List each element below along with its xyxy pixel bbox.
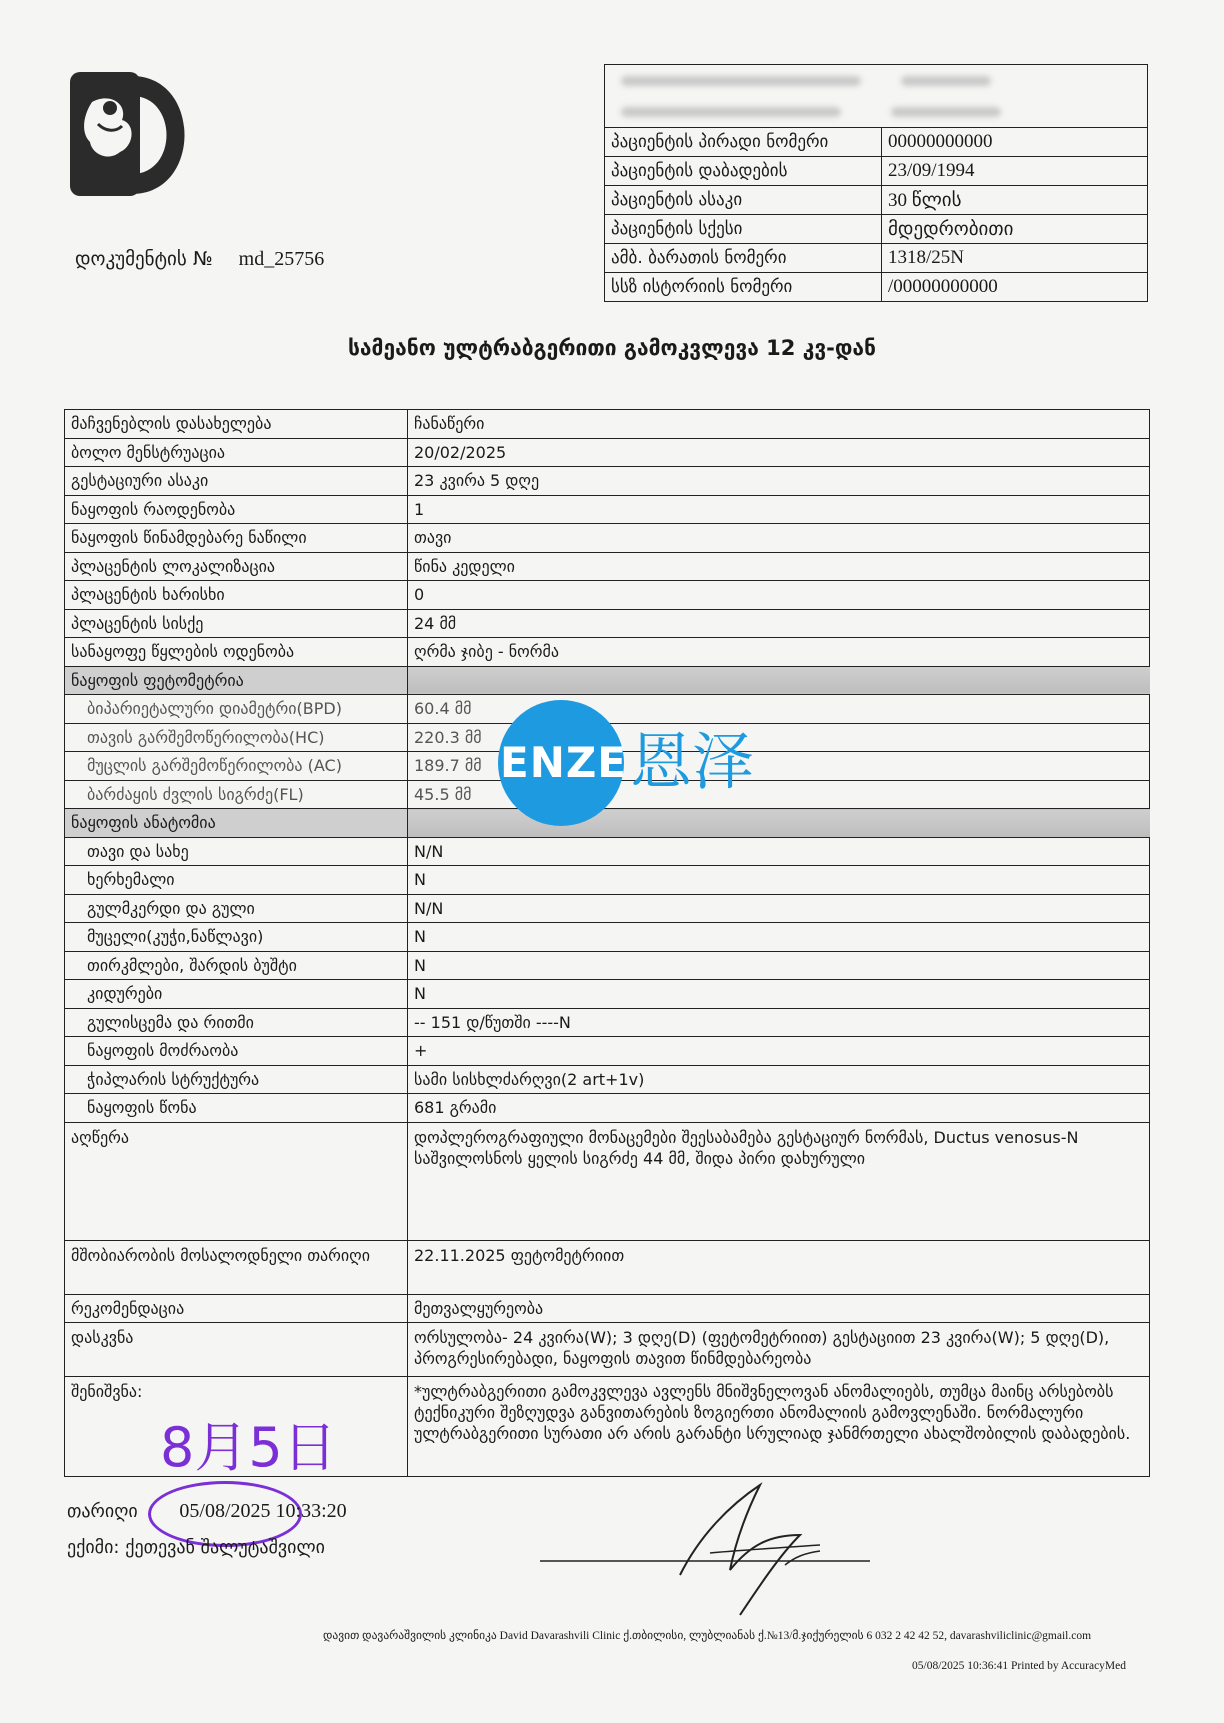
- handwritten-date-note: 8月5日: [160, 1416, 337, 1479]
- row-value: N: [408, 923, 1150, 952]
- row-value: N: [408, 866, 1150, 895]
- card-number-label: ამბ. ბარათის ნომერი: [605, 244, 882, 273]
- row-value: 45.5 მმ: [408, 780, 1150, 809]
- watermark-chinese: 恩泽: [630, 725, 755, 798]
- row-label: თავის გარშემოწერილობა(HC): [65, 723, 408, 752]
- row-label: ხერხემალი: [65, 866, 408, 895]
- description-line-2: საშვილოსნოს ყელის სიგრძე 44 მმ, შიდა პირი დახურული: [414, 1148, 866, 1168]
- history-number-value: /00000000000: [882, 273, 1148, 302]
- row-value: N/N: [408, 894, 1150, 923]
- description-row: [65, 1122, 1150, 1240]
- date-value: 05/08/2025 10:33:20: [179, 1500, 347, 1522]
- row-value: ჩანაწერი: [408, 410, 1150, 439]
- clinic-logo: [62, 62, 212, 212]
- doctor-label: ექიმი:: [67, 1537, 120, 1558]
- row-value: 1: [408, 495, 1150, 524]
- row-value: წინა კედელი: [408, 552, 1150, 581]
- patient-info-row: [605, 186, 1148, 215]
- doctor-name: ქეთევან შალუტაშვილი: [125, 1537, 325, 1558]
- table-row: [65, 495, 1150, 524]
- row-label: კიდურები: [65, 980, 408, 1009]
- birth-date-label: პაციენტის დაბადების: [605, 157, 882, 186]
- section-header-fetometry: [65, 666, 1150, 695]
- table-row: [65, 980, 1150, 1009]
- table-row: [65, 1065, 1150, 1094]
- document-number-label: დოკუმენტის №: [75, 248, 213, 270]
- row-label: მუცლის გარშემოწერილობა (AC): [65, 752, 408, 781]
- row-value: N: [408, 980, 1150, 1009]
- patient-info-table: [604, 64, 1148, 302]
- row-label: სანაყოფე წყლების ოდენობა: [65, 638, 408, 667]
- row-label: ნაყოფის წინამდებარე ნაწილი: [65, 524, 408, 553]
- doctor: [67, 1537, 325, 1558]
- watermark-latin: ENZE: [500, 738, 627, 787]
- recommendation-row: [65, 1294, 1150, 1323]
- row-label: მაჩვენებლის დასახელება: [65, 410, 408, 439]
- row-value: 681 გრამი: [408, 1094, 1150, 1123]
- note-label: შენიშვნა:: [65, 1377, 408, 1477]
- section-label: ნაყოფის ფეტომეტრია: [65, 666, 408, 695]
- table-row: [65, 923, 1150, 952]
- description-line-1: დოპლეროგრაფიული მონაცემები შეესაბამება გესტაციურ ნორმას, Ductus venosus-N: [414, 1127, 1079, 1147]
- due-date-label: მშობიარობის მოსალოდნელი თარიღი: [65, 1240, 408, 1294]
- recommendation-label: რეკომენდაცია: [65, 1294, 408, 1323]
- row-value: თავი: [408, 524, 1150, 553]
- table-row: [65, 581, 1150, 610]
- table-row: [65, 638, 1150, 667]
- patient-info-row: [605, 157, 1148, 186]
- page-title: სამეანო ულტრაბგერითი გამოკვლევა 12 კვ-დან: [347, 336, 876, 360]
- table-row: [65, 837, 1150, 866]
- table-row: [65, 894, 1150, 923]
- age-value: 30 წლის: [882, 186, 1148, 215]
- table-row: [65, 1094, 1150, 1123]
- document-number-value: md_25756: [238, 248, 325, 270]
- conclusion-label: დასკვნა: [65, 1323, 408, 1377]
- row-label: თავი და სახე: [65, 837, 408, 866]
- row-value: 189.7 მმ: [408, 752, 1150, 781]
- sex-value: მდედრობითი: [882, 215, 1148, 244]
- table-row: [65, 552, 1150, 581]
- row-label: პლაცენტის ხარისხი: [65, 581, 408, 610]
- row-value: N: [408, 951, 1150, 980]
- section-label: ნაყოფის ანატომია: [65, 809, 408, 838]
- report-date: [67, 1500, 347, 1523]
- due-date-value: 22.11.2025 ფეტომეტრიით: [408, 1240, 1150, 1294]
- birth-date-value: 23/09/1994: [882, 157, 1148, 186]
- row-value: 24 მმ: [408, 609, 1150, 638]
- description-label: აღწერა: [65, 1122, 408, 1240]
- row-label: პლაცენტის ლოკალიზაცია: [65, 552, 408, 581]
- table-row: [65, 410, 1150, 439]
- table-row: [65, 695, 1150, 724]
- row-label: გულისცემა და რითმი: [65, 1008, 408, 1037]
- table-row: [65, 951, 1150, 980]
- row-value: 20/02/2025: [408, 438, 1150, 467]
- printed-stamp: 05/08/2025 10:36:41 Printed by AccuracyMed: [912, 1660, 1126, 1672]
- sex-label: პაციენტის სქესი: [605, 215, 882, 244]
- table-row: [65, 1008, 1150, 1037]
- age-label: პაციენტის ასაკი: [605, 186, 882, 215]
- row-label: გულმკერდი და გული: [65, 894, 408, 923]
- row-value: 0: [408, 581, 1150, 610]
- row-value: 23 კვირა 5 დღე: [408, 467, 1150, 496]
- row-label: ნაყოფის მოძრაობა: [65, 1037, 408, 1066]
- table-row: [65, 1037, 1150, 1066]
- row-value: N/N: [408, 837, 1150, 866]
- row-value: ღრმა ჯიბე - ნორმა: [408, 638, 1150, 667]
- row-label: ნაყოფის რაოდენობა: [65, 495, 408, 524]
- redacted-row: [605, 96, 1148, 128]
- table-row: [65, 609, 1150, 638]
- patient-id-label: პაციენტის პირადი ნომერი: [605, 128, 882, 157]
- row-value: 220.3 მმ: [408, 723, 1150, 752]
- row-value: -- 151 დ/წუთში ----N: [408, 1008, 1150, 1037]
- date-label: თარიღი: [67, 1501, 138, 1522]
- conclusion-row: [65, 1323, 1150, 1377]
- due-date-row: [65, 1240, 1150, 1294]
- recommendation-value: მეთვალყურეობა: [408, 1294, 1150, 1323]
- history-number-label: სსზ ისტორიის ნომერი: [605, 273, 882, 302]
- row-label: ბარძაყის ძვლის სიგრძე(FL): [65, 780, 408, 809]
- row-label: ბოლო მენსტრუაცია: [65, 438, 408, 467]
- doctor-signature: [530, 1475, 890, 1625]
- row-value: სამი სისხლძარღვი(2 art+1v): [408, 1065, 1150, 1094]
- row-value: +: [408, 1037, 1150, 1066]
- exam-table: [64, 409, 1150, 1477]
- row-label: პლაცენტის სისქე: [65, 609, 408, 638]
- note-value: *ულტრაბგერითი გამოკვლევა ავლენს მნიშვნელოვან ანომალიებს, თუმცა მაინც არსებობს ტექნიკური შეზღუდვა განვითარების ზოგიერთი ანომალიის გამოვლენაში. ნორმალური ულტრაბგერითი სურათი არ არის გარანტი სრულიად ჯანმრთელი ახალშობილის დაბადების.: [408, 1377, 1150, 1477]
- conclusion-value: ორსულობა- 24 კვირა(W); 3 დღე(D) (ფეტომეტრიით) გესტაციით 23 კვირა(W); 5 დღე(D), პროგრესირებადი, ნაყოფის თავით წინმდებარეობა: [408, 1323, 1150, 1377]
- document-number: [75, 248, 324, 271]
- clinic-footer: დავით დავარაშვილის კლინიკა David Davarashvili Clinic ქ.თბილისი, ლუბლიანას ქ.№13/მ.ჯიქურელის 6 032 2 42 42 52, davarashviliclinic@gmail.com: [323, 1630, 1092, 1642]
- row-label: ნაყოფის წონა: [65, 1094, 408, 1123]
- row-label: ჭიპლარის სტრუქტურა: [65, 1065, 408, 1094]
- table-row: [65, 524, 1150, 553]
- patient-info-row: [605, 273, 1148, 302]
- patient-info-row: [605, 215, 1148, 244]
- table-row: [65, 866, 1150, 895]
- patient-id-value: 00000000000: [882, 128, 1148, 157]
- row-label: ბიპარიეტალური დიამეტრი(BPD): [65, 695, 408, 724]
- row-label: გესტაციური ასაკი: [65, 467, 408, 496]
- row-label: თირკმლები, შარდის ბუშტი: [65, 951, 408, 980]
- card-number-value: 1318/25N: [882, 244, 1148, 273]
- row-label: მუცელი(კუჭი,ნაწლავი): [65, 923, 408, 952]
- table-row: [65, 467, 1150, 496]
- section-header-anatomy: [65, 809, 1150, 838]
- patient-info-row: [605, 244, 1148, 273]
- patient-info-row: [605, 128, 1148, 157]
- row-value: 60.4 მმ: [408, 695, 1150, 724]
- table-row: [65, 438, 1150, 467]
- redacted-row: [605, 65, 1148, 97]
